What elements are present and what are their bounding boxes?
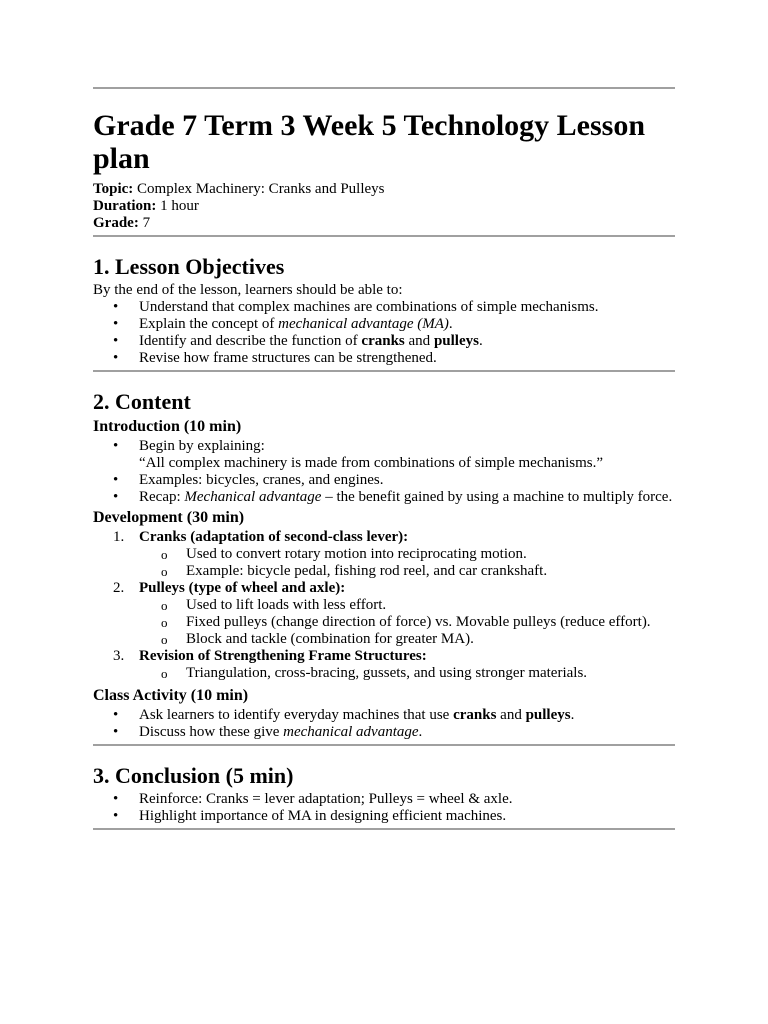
duration-value: 1 hour <box>160 198 199 214</box>
list-item: • Explain the concept of mechanical advantage (MA). <box>93 316 675 333</box>
development-list <box>93 529 675 682</box>
duration-label: Duration: <box>93 198 157 214</box>
list-item: • Recap: Mechanical advantage – the benefit gained by using a machine to multiply force. <box>93 489 675 506</box>
list-item: 3. Revision of Strengthening Frame Structures: <box>113 648 427 664</box>
meta-topic <box>93 181 675 198</box>
sub-item: o Fixed pulleys (change direction of force) vs. Movable pulleys (reduce effort). <box>93 614 675 631</box>
sub-item: o Triangulation, cross-bracing, gussets, and using stronger materials. <box>93 665 675 682</box>
list-item: • Revise how frame structures can be strengthened. <box>93 350 675 367</box>
introduction-list <box>93 438 675 506</box>
grade-value: 7 <box>142 215 151 231</box>
divider-3 <box>93 744 675 746</box>
page-title: Grade 7 Term 3 Week 5 Technology Lesson plan <box>93 109 646 175</box>
sub-item: o Used to lift loads with less effort. <box>93 597 675 614</box>
lesson-meta <box>93 181 675 232</box>
divider-top <box>93 87 675 89</box>
divider-bottom <box>93 828 675 830</box>
sub-item: o Block and tackle (combination for greater MA). <box>93 631 675 648</box>
list-item: • Discuss how these give mechanical advantage. <box>93 724 675 741</box>
development-heading: Development (30 min) <box>93 509 245 526</box>
meta-duration <box>93 198 675 215</box>
meta-grade <box>93 215 675 232</box>
topic-value: Complex Machinery: Cranks and Pulleys <box>137 181 385 197</box>
list-item: • Begin by explaining: “All complex machinery is made from combinations of simple mechanisms.” <box>93 438 675 472</box>
list-item: • Understand that complex machines are combinations of simple mechanisms. <box>93 299 675 316</box>
sub-item: o Example: bicycle pedal, fishing rod reel, and car crankshaft. <box>93 563 675 580</box>
class-activity-list <box>93 707 675 741</box>
document <box>93 87 675 830</box>
class-activity-heading: Class Activity (10 min) <box>93 687 249 704</box>
list-item: • Ask learners to identify everyday machines that use cranks and pulleys. <box>93 707 675 724</box>
conclusion-list <box>93 791 675 825</box>
sub-item: o Used to convert rotary motion into reciprocating motion. <box>93 546 675 563</box>
grade-label: Grade: <box>93 215 139 231</box>
divider-2 <box>93 370 675 372</box>
divider-1 <box>93 235 675 237</box>
content-heading: 2. Content <box>93 389 191 414</box>
list-item: 2. Pulleys (type of wheel and axle): <box>113 580 346 596</box>
topic-label: Topic: <box>93 181 134 197</box>
list-item: • Identify and describe the function of cranks and pulleys. <box>93 333 675 350</box>
list-item: • Highlight importance of MA in designing efficient machines. <box>93 808 675 825</box>
objectives-intro: By the end of the lesson, learners should be able to: <box>93 282 403 298</box>
objectives-list <box>93 299 675 367</box>
objectives-heading: 1. Lesson Objectives <box>93 254 285 279</box>
conclusion-heading: 3. Conclusion (5 min) <box>93 763 294 788</box>
introduction-heading: Introduction (10 min) <box>93 418 242 435</box>
list-item: • Reinforce: Cranks = lever adaptation; Pulleys = wheel & axle. <box>93 791 675 808</box>
list-item: • Examples: bicycles, cranes, and engines. <box>93 472 675 489</box>
list-item: 1. Cranks (adaptation of second-class lever): <box>113 529 409 545</box>
